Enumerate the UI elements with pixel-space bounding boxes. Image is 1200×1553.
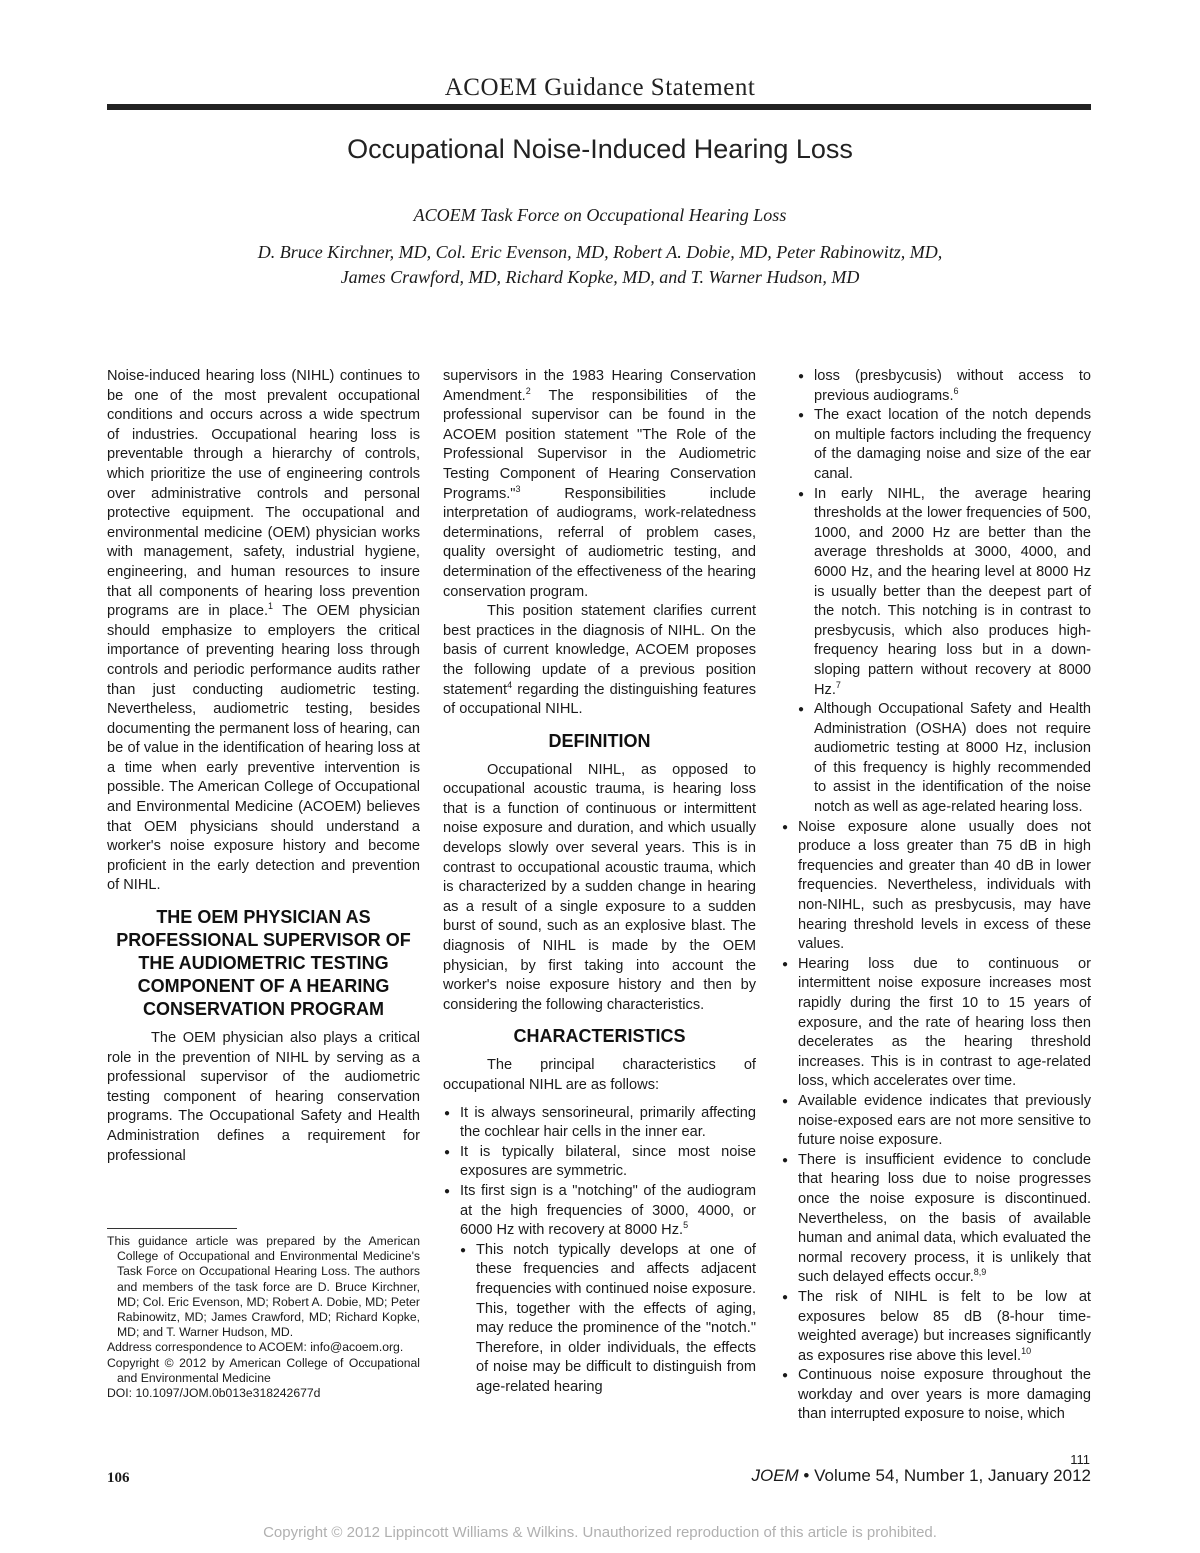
footnote-rule bbox=[107, 1228, 237, 1229]
list-item: ● Hearing loss due to continuous or intermittent noise exposure increases most rapidly during the first 10 to 15 years of exposure, and the rate of hearing loss then decelerates as the hearing threshold increases. This is in contrast to age-related loss, which accelerates over time. bbox=[781, 955, 1091, 1092]
header-rule bbox=[107, 104, 1091, 110]
footnote-prepared: This guidance article was prepared by the American College of Occupational and Environmental Medicine's Task Force on Occupational Hearing Loss. The authors and members of the task force are D. Bruce Kirchner, MD; Col. Eric Evenson, MD; Robert A. Dobie, MD; Peter Rabinowitz, MD; James Crawford, MD; Richard Kopke, MD; and T. Warner Hudson, MD. bbox=[107, 1234, 420, 1340]
footnote bbox=[107, 1234, 420, 1401]
sub-list-item: ● This notch typically develops at one of these frequencies and affects adjacent frequencies with continued noise exposure. This, together with the effects of aging, may reduce the prominence of the "notch." Therefore, in older individuals, the effects of noise may be difficult to distinguish from age-related hearing bbox=[459, 1241, 756, 1398]
section-header: ACOEM Guidance Statement bbox=[444, 74, 756, 101]
sub-list-item: ● In early NIHL, the average hearing thresholds at the lower frequencies of 500, 1000, and 2000 Hz are better than the average thresholds at 3000, 4000, and 6000 Hz, and the hearing level at 8000 Hz is usually better than the deepest part of the notch. This notching is in contrast to presbycusis, which also produces high-frequency hearing loss but in a down-sloping pattern without recovery at 8000 Hz.$^7$ bbox=[797, 485, 1091, 701]
list-item: ● Continuous noise exposure throughout the workday and over years is more damaging than interrupted exposure to noise, which bbox=[781, 1366, 1091, 1425]
characteristics-list bbox=[443, 1104, 756, 1398]
intro-paragraph: Noise-induced hearing loss (NIHL) continues to be one of the most prevalent occupational conditions and occurs across a wide spectrum of industries. Occupational hearing loss is preventable through a hierarchy of controls, which prioritize the use of engineering controls over administrative controls and personal protective equipment. The occupational and environmental medicine (OEM) physician works with management, safety, industrial hygiene, engineering, and human resources to insure that all components of hearing loss prevention programs are in place.$^1$ The OEM physician should emphasize to employers the critical importance of preventing hearing loss through controls and periodic performance audits rather than just conducting audiometric testing. Nevertheless, audiometric testing, besides documenting the permanent loss of hearing, can be of value in the identification of hearing loss at a time when early preventive intervention is possible. The American College of Occupational and Environmental Medicine (ACOEM) believes that OEM physicians should understand a worker's noise exposure history and become proficient in the early detection and prevention of NIHL. bbox=[107, 368, 420, 894]
paragraph: supervisors in the 1983 Hearing Conservation Amendment.$^2$ The responsibilities of the professional supervisor can be found in the ACOEM position statement "The Role of the Professional Supervisor in the Audiometric Testing Component of Hearing Conservation Programs."$^3$ Responsibilities include interpretation of audiograms, work-relatedness determinations, referral of problem cases, quality oversight of audiometric testing, and determination of the effectiveness of the hearing conservation program. bbox=[443, 368, 756, 600]
task-force: ACOEM Task Force on Occupational Hearing Loss bbox=[413, 205, 787, 225]
characteristics-list-cont bbox=[781, 367, 1091, 1425]
list-item: ● It is always sensorineural, primarily affecting the cochlear hair cells in the inner ear. bbox=[443, 1104, 756, 1143]
column-3 bbox=[781, 367, 1091, 1425]
paragraph: This position statement clarifies current best practices in the diagnosis of NIHL. On the basis of current knowledge, ACOEM proposes the following update of a previous position statement$^4$ regarding the distinguishing features of occupational NIHL. bbox=[443, 603, 756, 718]
heading-definition: DEFINITION bbox=[548, 730, 651, 751]
article-title: Occupational Noise-Induced Hearing Loss bbox=[347, 134, 853, 164]
column-2 bbox=[443, 367, 756, 1398]
list-item: ● Available evidence indicates that previously noise-exposed ears are not more sensitive to future noise exposure. bbox=[781, 1092, 1091, 1151]
journal-name: JOEM bbox=[751, 1466, 799, 1485]
footnote-doi: DOI: 10.1097/JOM.0b013e318242677d bbox=[107, 1386, 321, 1401]
authors-line-2: James Crawford, MD, Richard Kopke, MD, and T. Warner Hudson, MD bbox=[340, 267, 860, 287]
copyright-notice: Copyright © 2012 Lippincott Williams & Wilkins. Unauthorized reproduction of this article is prohibited. bbox=[263, 1524, 937, 1541]
list-item: ● Its first sign is a "notching" of the audiogram at the high frequencies of 3000, 4000, or 6000 Hz with recovery at 8000 Hz.$^5$ bbox=[443, 1182, 756, 1241]
heading-professional-supervisor: THE OEM PHYSICIAN AS PROFESSIONAL SUPERVISOR OF THE AUDIOMETRIC TESTING COMPONENT OF A HEARING CONSERVATION PROGRAM bbox=[116, 907, 411, 1020]
author-list bbox=[0, 240, 1200, 290]
page-number-left: 106 bbox=[107, 1470, 130, 1486]
list-item: ● There is insufficient evidence to conclude that hearing loss due to noise progresses once the noise exposure is discontinued. Nevertheless, on the basis of available human and animal data, which evaluated the normal recovery process, it is unlikely that such delayed effects occur.$^{8,9}$ bbox=[781, 1151, 1091, 1288]
characteristics-intro: The principal characteristics of occupational NIHL are as follows: bbox=[443, 1057, 756, 1093]
heading-characteristics: CHARACTERISTICS bbox=[513, 1026, 686, 1047]
definition-paragraph: Occupational NIHL, as opposed to occupational acoustic trauma, is hearing loss that is a function of continuous or intermittent noise exposure and duration, and which usually develops slowly over several years. This is in contrast to occupational acoustic trauma, which is characterized by a sudden change in hearing as a result of a single exposure to a sudden burst of sound, such as an explosive blast. The diagnosis of NIHL is made by the OEM physician, by first taking into account the worker's noise exposure history and then by considering the following characteristics. bbox=[443, 761, 756, 1013]
journal-issue: Volume 54, Number 1, January 2012 bbox=[814, 1466, 1091, 1485]
page-number-right: 111 bbox=[1070, 1452, 1090, 1467]
journal-separator: • bbox=[798, 1466, 815, 1485]
footnote-copyright: Copyright © 2012 by American College of Occupational and Environmental Medicine bbox=[107, 1355, 420, 1385]
column-1 bbox=[107, 367, 420, 1166]
sub-list-item-cont: ● loss (presbycusis) without access to previous audiograms.$^6$ bbox=[797, 367, 1091, 406]
sub-list-item: ● Although Occupational Safety and Health Administration (OSHA) does not require audiometric testing at 8000 Hz, inclusion of this frequency is highly recommended to assist in the identification of the noise notch as well as age-related hearing loss. bbox=[797, 700, 1091, 818]
sub-list-item: ● The exact location of the notch depends on multiple factors including the frequency of the damaging noise and size of the ear canal. bbox=[797, 406, 1091, 484]
paragraph: The OEM physician also plays a critical role in the prevention of NIHL by serving as a professional supervisor of the audiometric testing component of hearing conservation programs. The Occupational Safety and Health Administration defines a requirement for professional bbox=[107, 1030, 420, 1164]
list-item: ● It is typically bilateral, since most noise exposures are symmetric. bbox=[443, 1143, 756, 1182]
footnote-address: Address correspondence to ACOEM: info@acoem.org. bbox=[107, 1340, 404, 1355]
journal-citation bbox=[600, 1466, 1091, 1486]
list-item: ● Noise exposure alone usually does not produce a loss greater than 75 dB in high frequencies and greater than 40 dB in lower frequencies. Nevertheless, individuals with non-NIHL, such as presbycusis, may have hearing threshold levels in excess of these values. bbox=[781, 818, 1091, 955]
authors-line-1: D. Bruce Kirchner, MD, Col. Eric Evenson, MD, Robert A. Dobie, MD, Peter Rabinowitz, MD, bbox=[257, 242, 943, 262]
list-item: ● The risk of NIHL is felt to be low at exposures below 85 dB (8-hour time-weighted average) but increases significantly as exposures rise above this level.$^{10}$ bbox=[781, 1288, 1091, 1366]
